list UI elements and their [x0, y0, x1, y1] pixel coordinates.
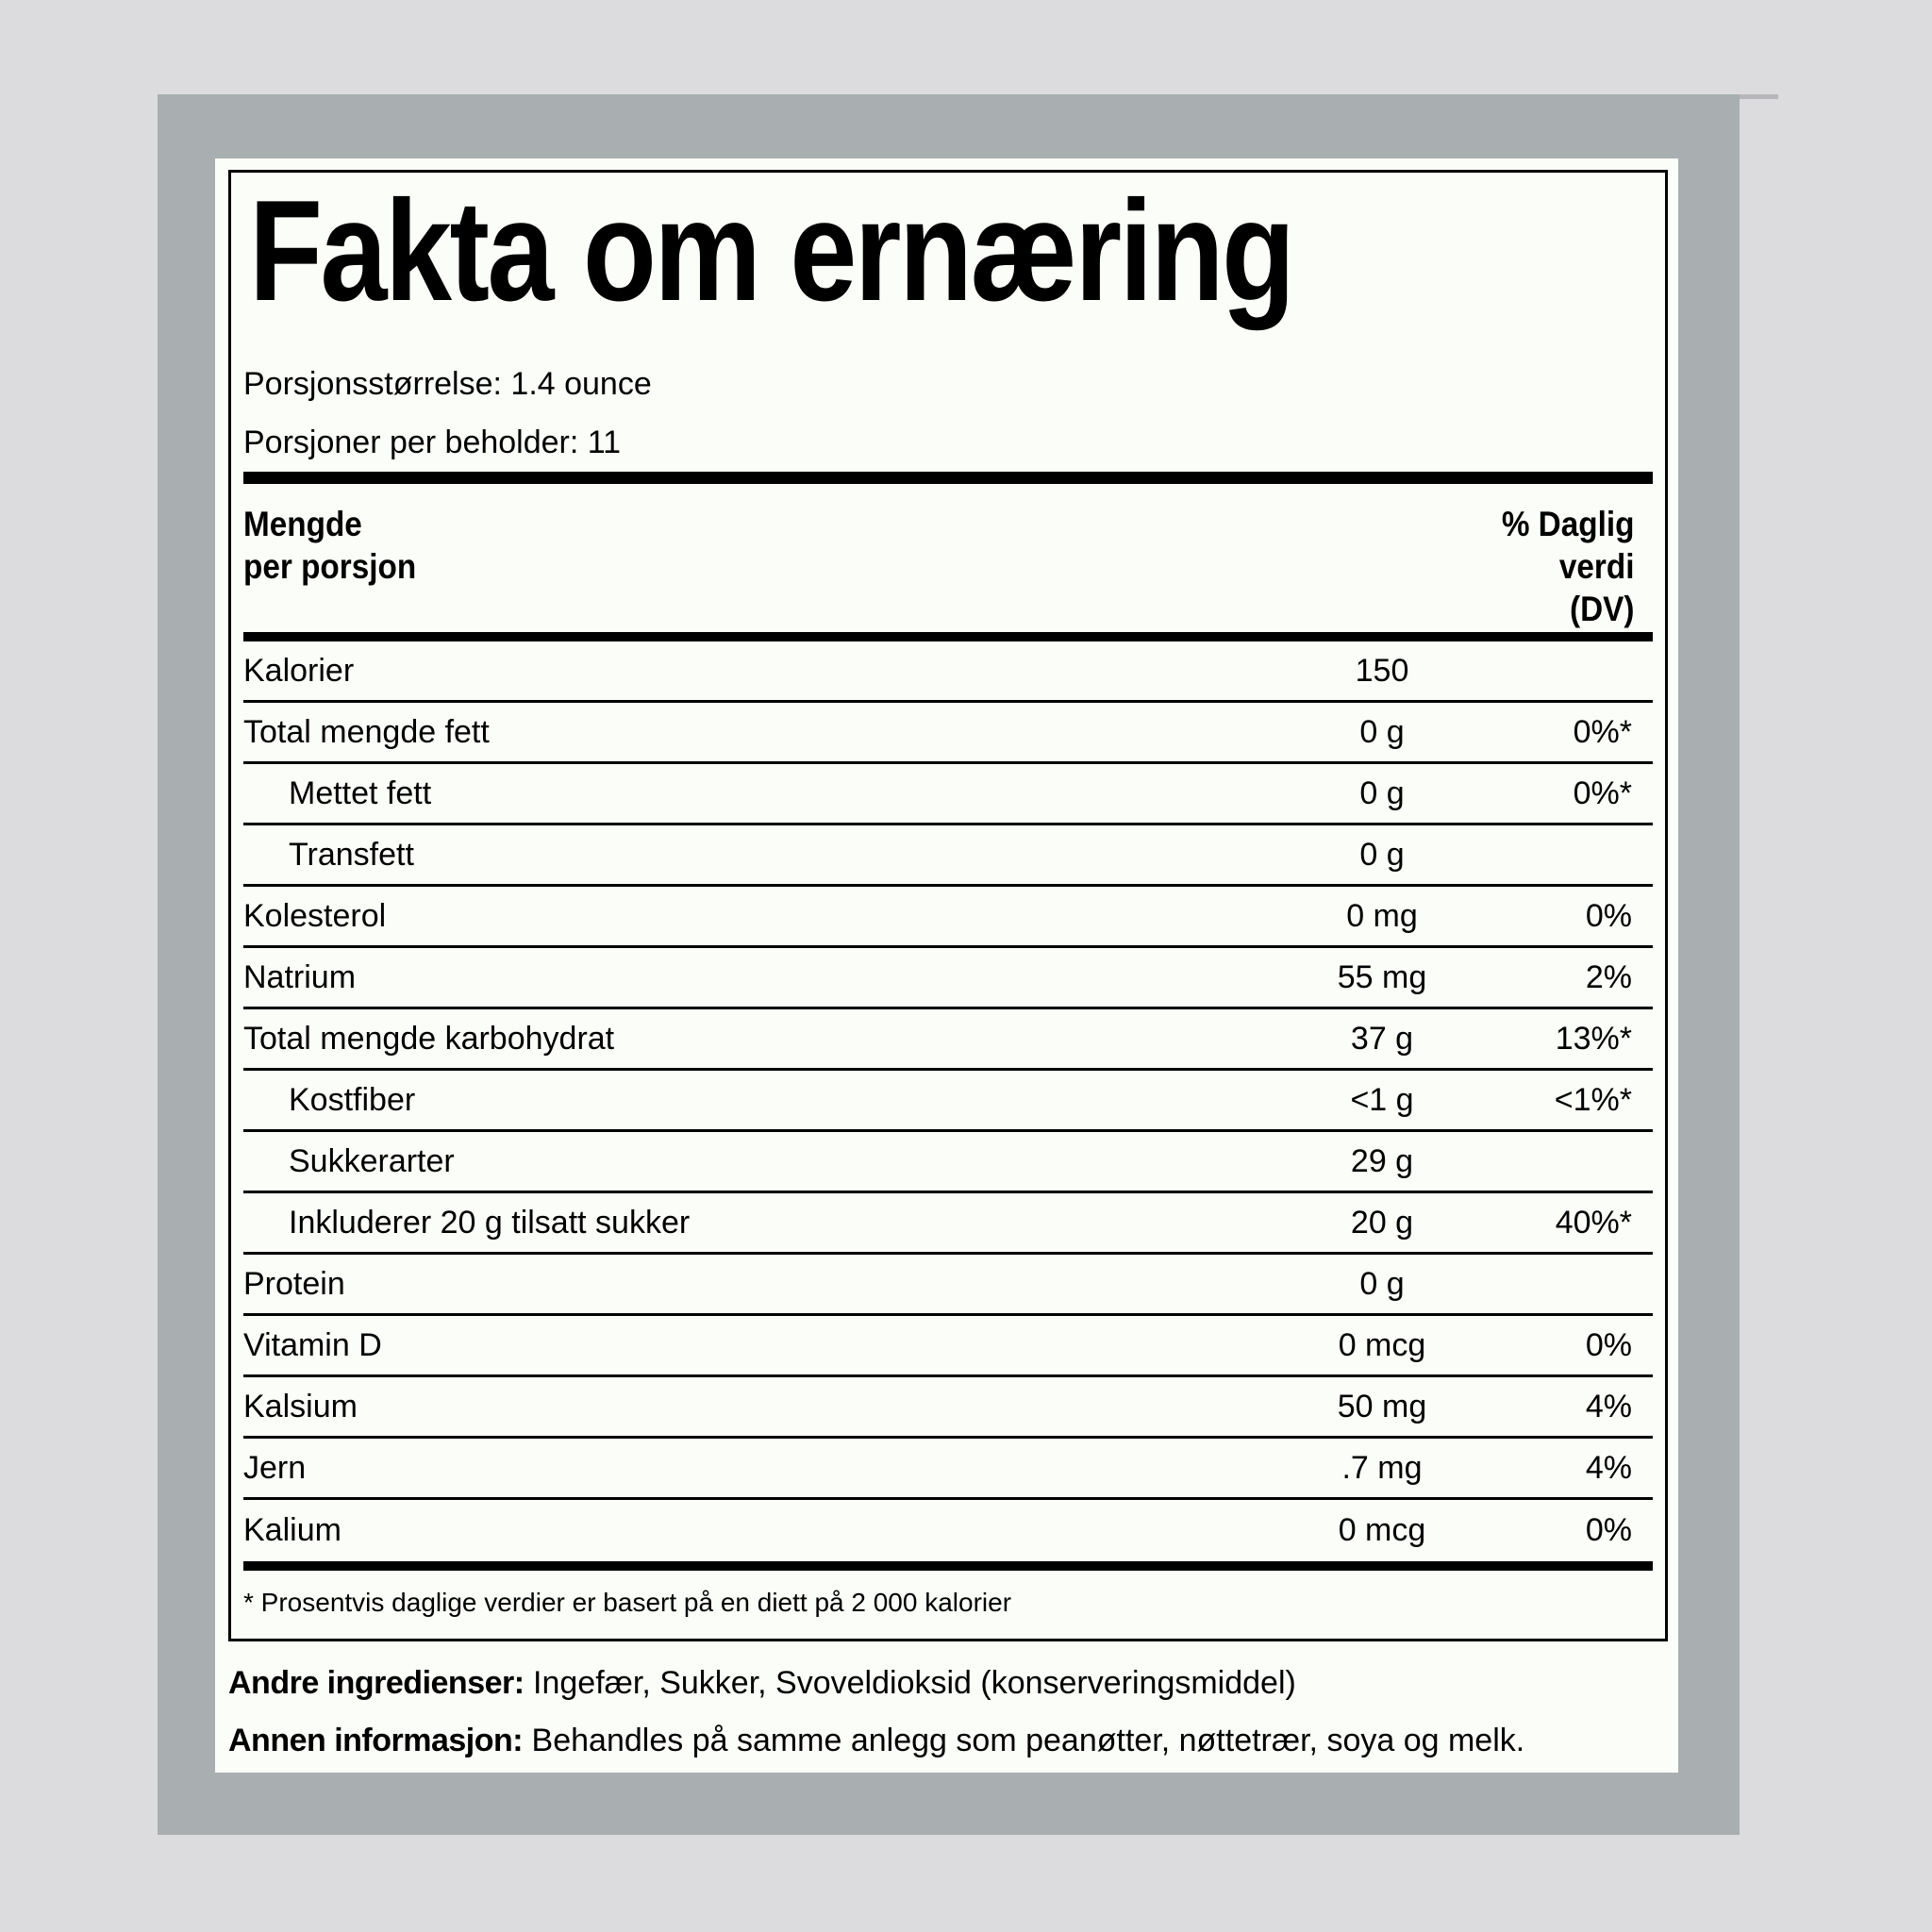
table-header	[243, 484, 1653, 632]
table-row	[243, 1193, 1653, 1255]
nutrient-amount: 0 mg	[1346, 897, 1418, 934]
nutrient-name: Vitamin D	[243, 1326, 382, 1363]
nutrient-daily-value: 0%	[1585, 1326, 1632, 1363]
nutrient-amount: 55 mg	[1337, 958, 1427, 995]
serving-size: Porsjonsstørrelse: 1.4 ounce	[243, 366, 652, 402]
nutrient-daily-value: <1%*	[1554, 1081, 1632, 1118]
nutrient-name: Kostfiber	[289, 1081, 416, 1118]
table-row	[243, 1439, 1653, 1500]
nutrient-daily-value: 0%	[1585, 1512, 1632, 1548]
nutrient-daily-value: 0%*	[1573, 713, 1632, 750]
nutrient-name: Total mengde fett	[243, 713, 490, 750]
gray-panel	[158, 94, 1740, 1835]
nutrient-name: Inkluderer 20 g tilsatt sukker	[289, 1204, 691, 1241]
nutrient-name: Mettet fett	[289, 774, 432, 811]
nutrient-amount: 0 g	[1359, 836, 1405, 873]
table-row	[243, 703, 1653, 764]
table-row	[243, 887, 1653, 948]
header-left-line2: per porsjon	[243, 547, 417, 586]
nutrient-amount: 50 mg	[1337, 1388, 1427, 1424]
table-row	[243, 1500, 1653, 1561]
nutrient-amount: 0 g	[1359, 774, 1405, 811]
other-ingredients-label: Andre ingredienser:	[228, 1665, 525, 1701]
nutrient-name: Protein	[243, 1265, 345, 1302]
header-left-line1: Mengde	[243, 505, 362, 543]
table-row	[243, 641, 1653, 703]
label-card	[215, 158, 1678, 1773]
nutrient-name: Kolesterol	[243, 897, 387, 934]
footnote: * Prosentvis daglige verdier er basert på en diett på 2 000 kalorier	[243, 1588, 1012, 1617]
table-row	[243, 764, 1653, 825]
header-right-line1: % Daglig	[1501, 505, 1635, 543]
nutrient-name: Jern	[243, 1449, 307, 1486]
nutrient-amount: 20 g	[1350, 1204, 1414, 1241]
nutrient-name: Transfett	[289, 836, 414, 873]
nutrition-facts-box	[228, 170, 1668, 1641]
nutrient-daily-value: 4%	[1585, 1449, 1632, 1486]
panel-corner-line	[1740, 94, 1778, 99]
footnote-bar	[243, 1561, 1653, 1571]
table-row	[243, 825, 1653, 887]
table-row	[243, 1377, 1653, 1439]
nutrient-name: Sukkerarter	[289, 1142, 455, 1179]
table-row	[243, 1132, 1653, 1193]
nutrient-name: Natrium	[243, 958, 357, 995]
nutrient-daily-value: 2%	[1585, 958, 1632, 995]
nutrient-amount: 37 g	[1350, 1020, 1414, 1057]
other-ingredients	[228, 1663, 1296, 1703]
nutrient-amount: 0 g	[1359, 1265, 1405, 1302]
nutrient-name: Total mengde karbohydrat	[243, 1020, 615, 1057]
nutrient-daily-value: 0%	[1585, 897, 1632, 934]
header-right-line2: verdi	[1558, 547, 1635, 586]
nutrient-amount: 0 mcg	[1338, 1326, 1426, 1363]
nutrient-amount: 0 mcg	[1338, 1512, 1426, 1548]
nutrient-name: Kalium	[243, 1512, 341, 1548]
servings-per-container: Porsjoner per beholder: 11	[243, 425, 622, 460]
other-ingredients-text: Ingefær, Sukker, Svoveldioksid (konserveringsmiddel)	[524, 1665, 1296, 1701]
nutrient-name: Kalsium	[243, 1388, 358, 1424]
nutrient-amount: 150	[1355, 652, 1409, 689]
table-row	[243, 1255, 1653, 1316]
nutrient-daily-value: 0%*	[1573, 774, 1632, 811]
other-information-label: Annen informasjon:	[228, 1723, 524, 1758]
nutrition-rows	[243, 641, 1653, 1561]
nutrient-daily-value: 4%	[1585, 1388, 1632, 1424]
nutrient-daily-value: 13%*	[1555, 1020, 1632, 1057]
nutrient-daily-value: 40%*	[1555, 1204, 1632, 1241]
header-right-line3: (DV)	[1569, 590, 1635, 628]
amount-per-serving-header	[243, 503, 416, 632]
table-row	[243, 1316, 1653, 1377]
table-row	[243, 1009, 1653, 1071]
nutrient-amount: .7 mg	[1341, 1449, 1423, 1486]
nutrient-amount: 29 g	[1350, 1142, 1414, 1179]
other-information-text: Behandles på samme anlegg som peanøtter, nøttetrær, soya og melk.	[523, 1723, 1525, 1758]
nutrient-name: Kalorier	[243, 652, 355, 689]
daily-value-header	[1502, 503, 1653, 632]
header-bottom-bar	[243, 632, 1653, 641]
header-top-bar	[243, 472, 1653, 484]
nutrient-amount: <1 g	[1350, 1081, 1414, 1118]
nutrient-amount: 0 g	[1359, 713, 1405, 750]
table-row	[243, 948, 1653, 1009]
other-information	[228, 1721, 1524, 1760]
label-title: Fakta om ernæring	[249, 171, 1293, 331]
table-row	[243, 1071, 1653, 1132]
